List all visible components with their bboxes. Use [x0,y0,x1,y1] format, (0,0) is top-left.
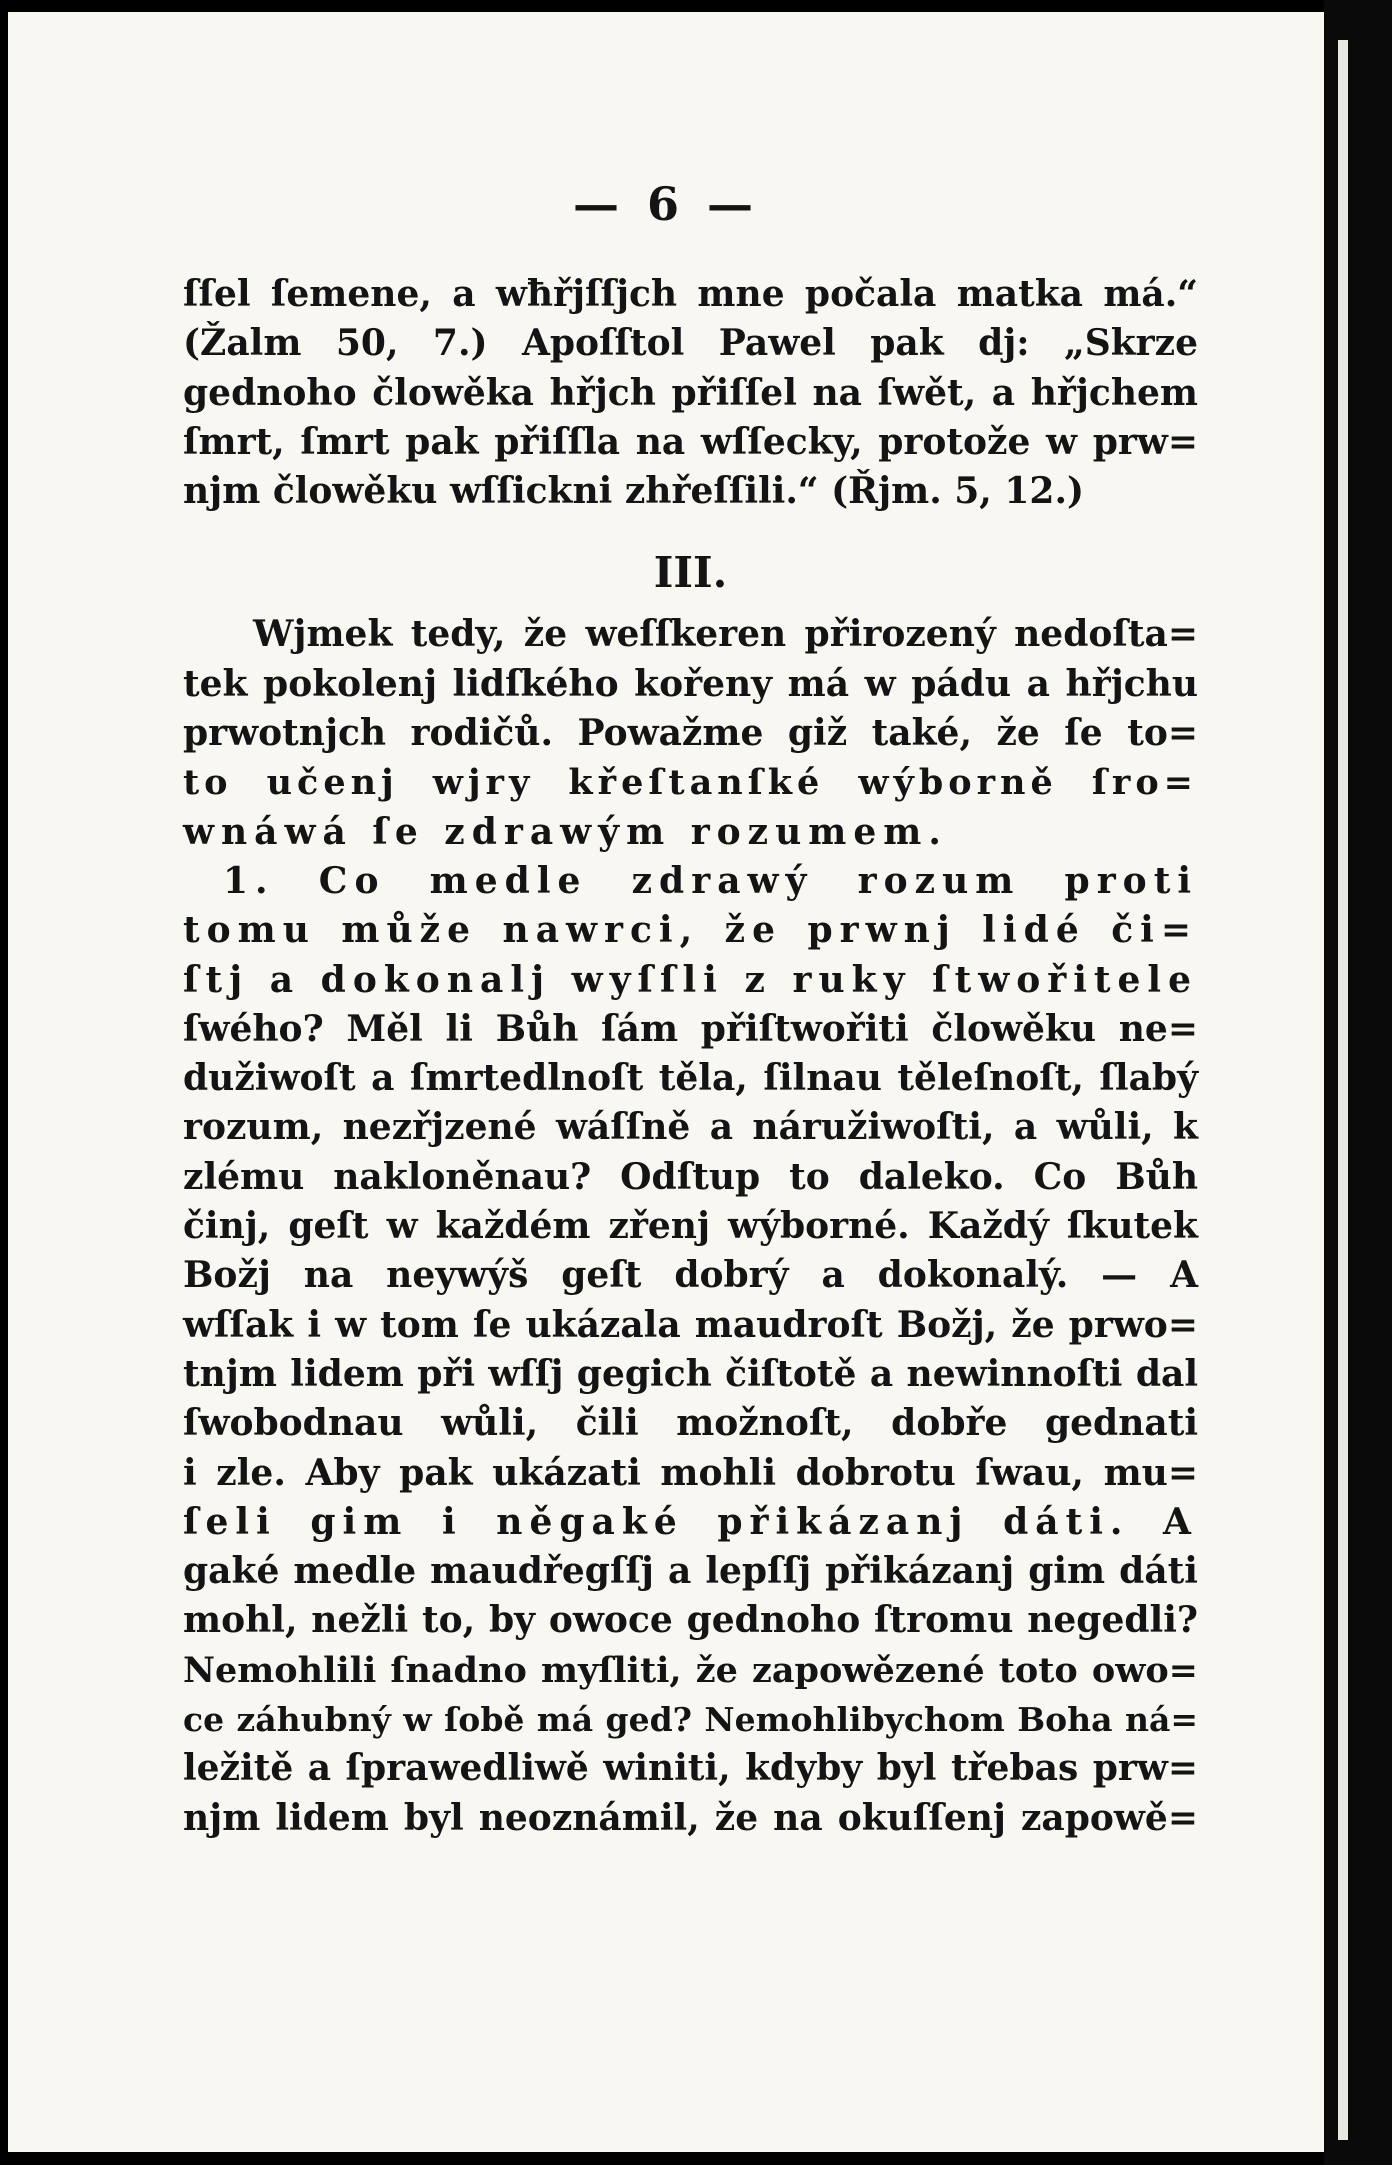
text-line: 1. Co medle zdrawý rozum proti [223,859,1198,902]
text-line: Nemohlili ſnadno myſliti, že zapowězené toto owo= [183,1649,1198,1691]
adjacent-page-edge [1338,40,1348,2140]
text-line: Božj na neywýš geſt dobrý a dokonalý. — A [183,1254,1198,1297]
text-line: gednoho člowěka hřjch přiſſel na ſwět, a hřjchem [183,371,1198,414]
text-line: zlému nakloněnau? Odſtup to daleko. Co Bůh [183,1155,1198,1198]
text-line: ležitě a ſprawedliwě winiti, kdyby byl třebas prw= [183,1747,1198,1790]
text-line: wnáwá ſe zdrawým rozumem. [183,810,948,853]
text-line: prwotnjch rodičů. Powažme giž také, že ſe to= [183,712,1198,755]
text-line: ſmrt, ſmrt pak přiſſla na wſſecky, protože w prw= [183,420,1198,463]
text-line: i zle. Aby pak ukázati mohli dobrotu ſwau, mu= [183,1451,1198,1494]
text-line: wſſak i w tom ſe ukázala maudroſt Božj, že prwo= [183,1303,1198,1346]
text-line: njm lidem byl neoznámil, že na okuſſenj zapowě= [183,1796,1198,1839]
page-number: — 6 — [572,177,760,231]
text-line: ſtj a dokonalj wyſſli z ruky ſtwořitele [183,958,1198,1001]
text-line: tnjm lidem při wſſj gegich čiſtotě a newinnoſti dal [183,1352,1198,1395]
text-line: to učenj wjry křeſtanſké wýborně ſro= [183,762,1198,804]
book-page [8,12,1324,2152]
text-line: Wjmek tedy, že weſſkeren přirozený nedoſta= [253,613,1198,656]
text-line: ſſel ſemene, a wħřjſſjch mne počala matka má.“ [183,273,1198,315]
text-line: činj, geſt w každém zřenj wýborné. Každý ſkutek [183,1205,1198,1248]
text-line: (Žalm 50, 7.) Apoſſtol Pawel pak dj: „Skrze [183,322,1198,365]
text-line: gaké medle maudřegſſj a lepſſj přikázanj gim dáti [183,1550,1198,1593]
section-heading: III. [653,548,728,598]
text-line: tomu může nawrci, že prwnj lidé či= [183,909,1198,952]
text-line: ſeli gim i něgaké přikázanj dáti. A [183,1500,1198,1543]
text-line: tek pokolenj lidſkého kořeny má w pádu a hřjchu [183,662,1198,705]
text-line: ce záhubný w ſobě má ged? Nemohlibychom Boha ná= [183,1700,1198,1740]
text-line: mohl, nežli to, by owoce gednoho ſtromu negedli? [183,1599,1198,1642]
body-text [183,270,1198,1843]
scan-border [1324,0,1392,2165]
text-line: njm člowěku wſſickni zhřeſſili.“ (Řjm. 5, 12.) [183,470,1085,513]
text-line: ſwého? Měl li Bůh ſám přiſtwořiti člowěku ne= [183,1007,1198,1050]
text-line: rozum, nezřjzené wáſſně a náružiwoſti, a wůli, k [183,1106,1198,1149]
text-line: dužiwoſt a ſmrtedlnoſt těla, ſilnau těleſnoſt, ſlabý [183,1057,1198,1100]
text-line: ſwobodnau wůli, čili možnoſt, dobře gednati [183,1402,1198,1445]
